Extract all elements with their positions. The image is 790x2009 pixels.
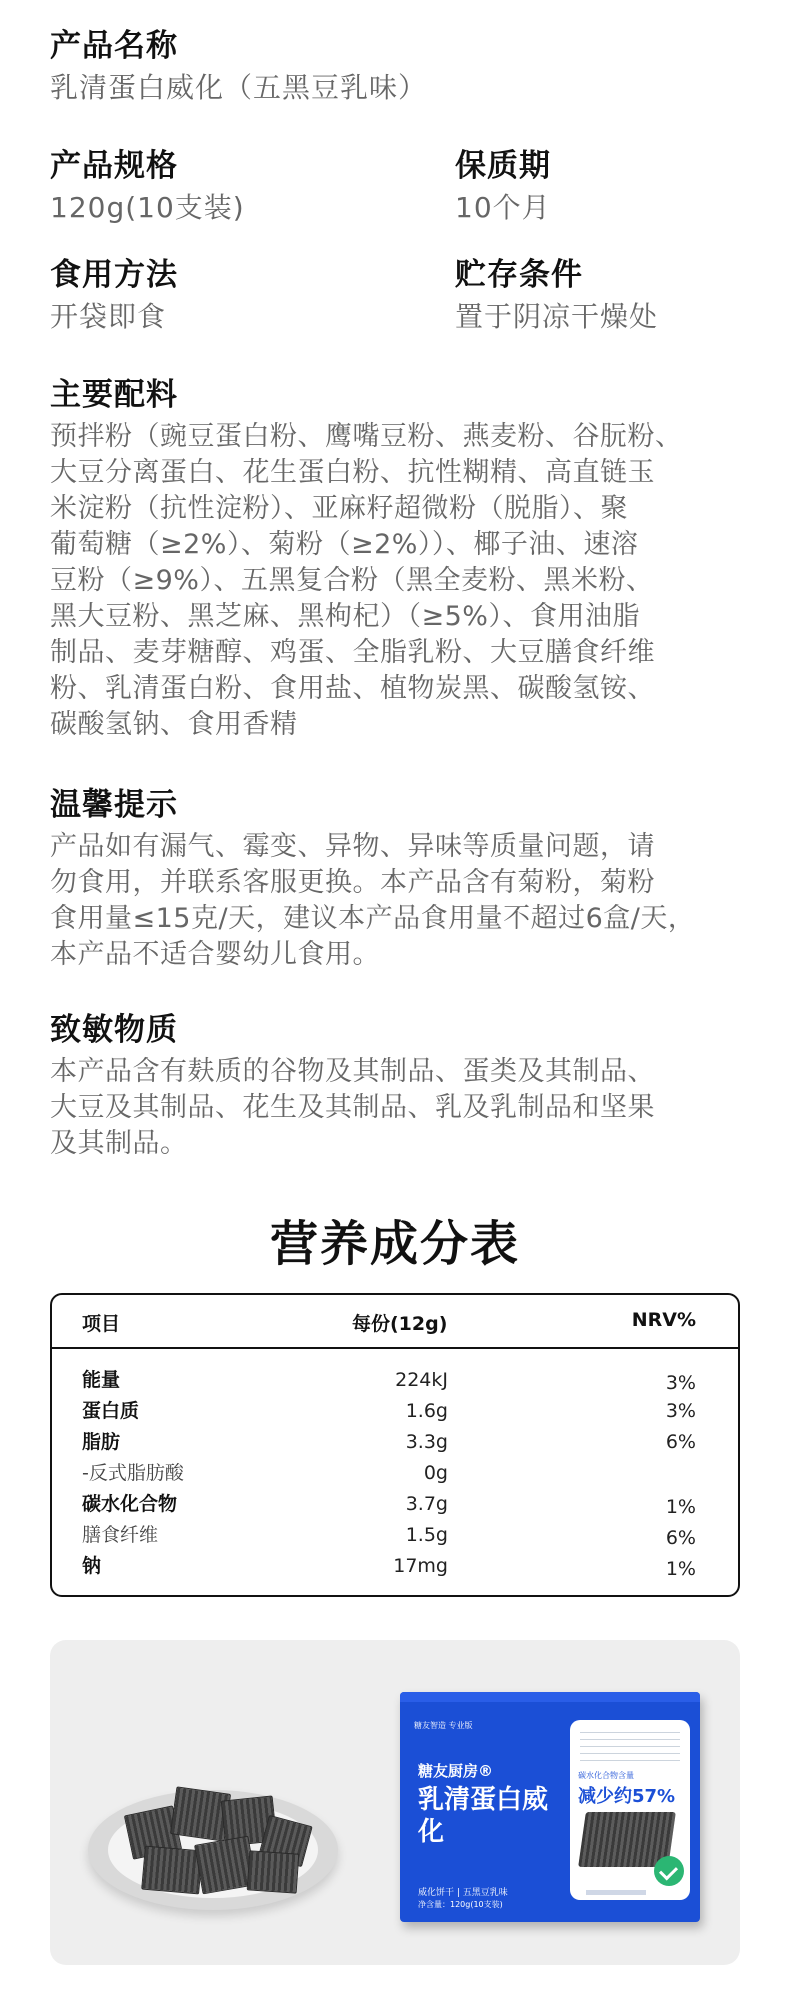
row-item: 碳水化合物 xyxy=(82,1493,178,1515)
row-nrv: 6% xyxy=(665,1431,696,1453)
row-nrv: 3% xyxy=(665,1400,696,1422)
ingredients-line: 碳酸氢钠、食用香精 xyxy=(50,709,298,740)
box-top-strip xyxy=(400,1692,700,1702)
check-badge-icon xyxy=(654,1856,684,1886)
allergen-section xyxy=(50,1010,760,1162)
row-amount: 3.7g xyxy=(405,1493,448,1515)
plate-of-wafers-image xyxy=(88,1760,338,1910)
box-product-name: 乳清蛋白威化 xyxy=(418,1785,549,1847)
table-row xyxy=(52,1489,738,1519)
row-nrv: 1% xyxy=(665,1496,696,1518)
storage-label: 贮存条件 xyxy=(455,257,583,293)
wafer-piece xyxy=(247,1850,300,1893)
allergen-line: 大豆及其制品、花生及其制品、乳及乳制品和坚果 xyxy=(50,1092,655,1123)
table-row xyxy=(52,1396,738,1426)
ingredients-line: 预拌粉（豌豆蛋白粉、鹰嘴豆粉、燕麦粉、谷朊粉、 xyxy=(50,421,683,452)
header-nrv: NRV% xyxy=(631,1309,696,1331)
ingredients-line: 豆粉（≥9%）、五黑复合粉（黑全麦粉、黑米粉、 xyxy=(50,565,654,596)
nutrition-title: 营养成分表 xyxy=(269,1216,520,1272)
allergen-line: 及其制品。 xyxy=(50,1128,188,1159)
row-nrv: 3% xyxy=(665,1372,696,1394)
product-photo xyxy=(50,1640,740,1965)
nutrition-table-header xyxy=(52,1295,738,1349)
row-item: 脂肪 xyxy=(82,1431,121,1453)
ingredients-line: 粉、乳清蛋白粉、食用盐、植物炭黑、碳酸氢铵、 xyxy=(50,673,655,704)
row-item: 蛋白质 xyxy=(82,1400,140,1422)
usage-value: 开袋即食 xyxy=(50,300,167,333)
row-nrv: 1% xyxy=(665,1558,696,1580)
product-spec-label: 产品规格 xyxy=(50,148,178,184)
ingredients-line: 大豆分离蛋白、花生蛋白粉、抗性糊精、高直链玉 xyxy=(50,457,655,488)
ingredients-text xyxy=(50,419,760,743)
storage-section xyxy=(455,255,755,335)
product-name-value: 乳清蛋白威化（五黑豆乳味） xyxy=(50,71,428,104)
ingredients-line: 葡萄糖（≥2%）、菊粉（≥2%））、椰子油、速溶 xyxy=(50,529,639,560)
header-per-serving: 每份(12g) xyxy=(352,1313,448,1335)
allergen-line: 本产品含有麸质的谷物及其制品、蛋类及其制品、 xyxy=(50,1056,655,1087)
shelf-life-label: 保质期 xyxy=(455,148,551,184)
product-spec-section xyxy=(50,146,370,226)
product-name-label: 产品名称 xyxy=(50,28,178,64)
table-row xyxy=(52,1365,738,1395)
product-name-section xyxy=(50,26,750,106)
tips-line: 本产品不适合婴幼儿食用。 xyxy=(50,939,380,970)
row-nrv: 6% xyxy=(665,1527,696,1549)
card-foot-line xyxy=(586,1890,646,1895)
row-amount: 3.3g xyxy=(405,1431,448,1453)
allergen-label: 致敏物质 xyxy=(50,1012,178,1048)
shelf-life-value: 10个月 xyxy=(455,191,551,224)
row-amount: 17mg xyxy=(393,1555,448,1577)
row-item: 钠 xyxy=(82,1555,102,1577)
tips-line: 食用量≤15克/天，建议本产品食用量不超过6盒/天， xyxy=(50,903,696,934)
box-net-content: 净含量：120g(10支装) xyxy=(418,1900,503,1909)
product-spec-value: 120g(10支装) xyxy=(50,191,245,224)
table-row xyxy=(52,1427,738,1457)
ingredients-line: 制品、麦芽糖醇、鸡蛋、全脂乳粉、大豆膳食纤维 xyxy=(50,637,655,668)
allergen-text xyxy=(50,1054,760,1162)
box-brand: 糖友厨房® xyxy=(418,1762,494,1780)
nutrition-table xyxy=(50,1293,740,1597)
header-item: 项目 xyxy=(82,1313,121,1335)
row-amount: 224kJ xyxy=(395,1369,448,1391)
wafer-piece xyxy=(141,1846,203,1895)
tips-line: 勿食用，并联系客服更换。本产品含有菊粉，菊粉 xyxy=(50,867,655,898)
table-row xyxy=(52,1520,738,1550)
table-row xyxy=(52,1551,738,1581)
ingredients-label: 主要配料 xyxy=(50,377,178,413)
box-top-label: 糖友智造 专业版 xyxy=(414,1721,473,1730)
row-amount: 1.6g xyxy=(405,1400,448,1422)
ingredients-line: 黑大豆粉、黑芝麻、黑枸杞）（≥5%）、食用油脂 xyxy=(50,601,640,632)
row-item: 膳食纤维 xyxy=(82,1524,159,1546)
tips-text xyxy=(50,829,760,973)
box-flavor-tag: 威化饼干 | 五黑豆乳味 xyxy=(418,1888,508,1898)
shelf-life-section xyxy=(455,146,755,226)
row-item: -反式脂肪酸 xyxy=(82,1462,184,1484)
table-row xyxy=(52,1458,738,1488)
row-amount: 1.5g xyxy=(405,1524,448,1546)
ingredients-section xyxy=(50,375,760,743)
card-reduce-label: 碳水化合物含量 xyxy=(578,1771,634,1780)
box-info-card xyxy=(570,1720,690,1900)
tips-line: 产品如有漏气、霉变、异物、异味等质量问题，请 xyxy=(50,831,655,862)
ingredients-line: 米淀粉（抗性淀粉）、亚麻籽超微粉（脱脂）、聚 xyxy=(50,493,628,524)
card-reduce-percent: 减少约57% xyxy=(578,1786,676,1807)
row-item: 能量 xyxy=(82,1369,121,1391)
usage-label: 食用方法 xyxy=(50,257,178,293)
tips-section xyxy=(50,785,760,973)
usage-section xyxy=(50,255,370,335)
storage-value: 置于阴凉干燥处 xyxy=(455,300,659,333)
tips-label: 温馨提示 xyxy=(50,787,178,823)
product-box-image xyxy=(400,1692,700,1922)
row-amount: 0g xyxy=(423,1462,448,1484)
card-note-lines xyxy=(580,1732,680,1762)
